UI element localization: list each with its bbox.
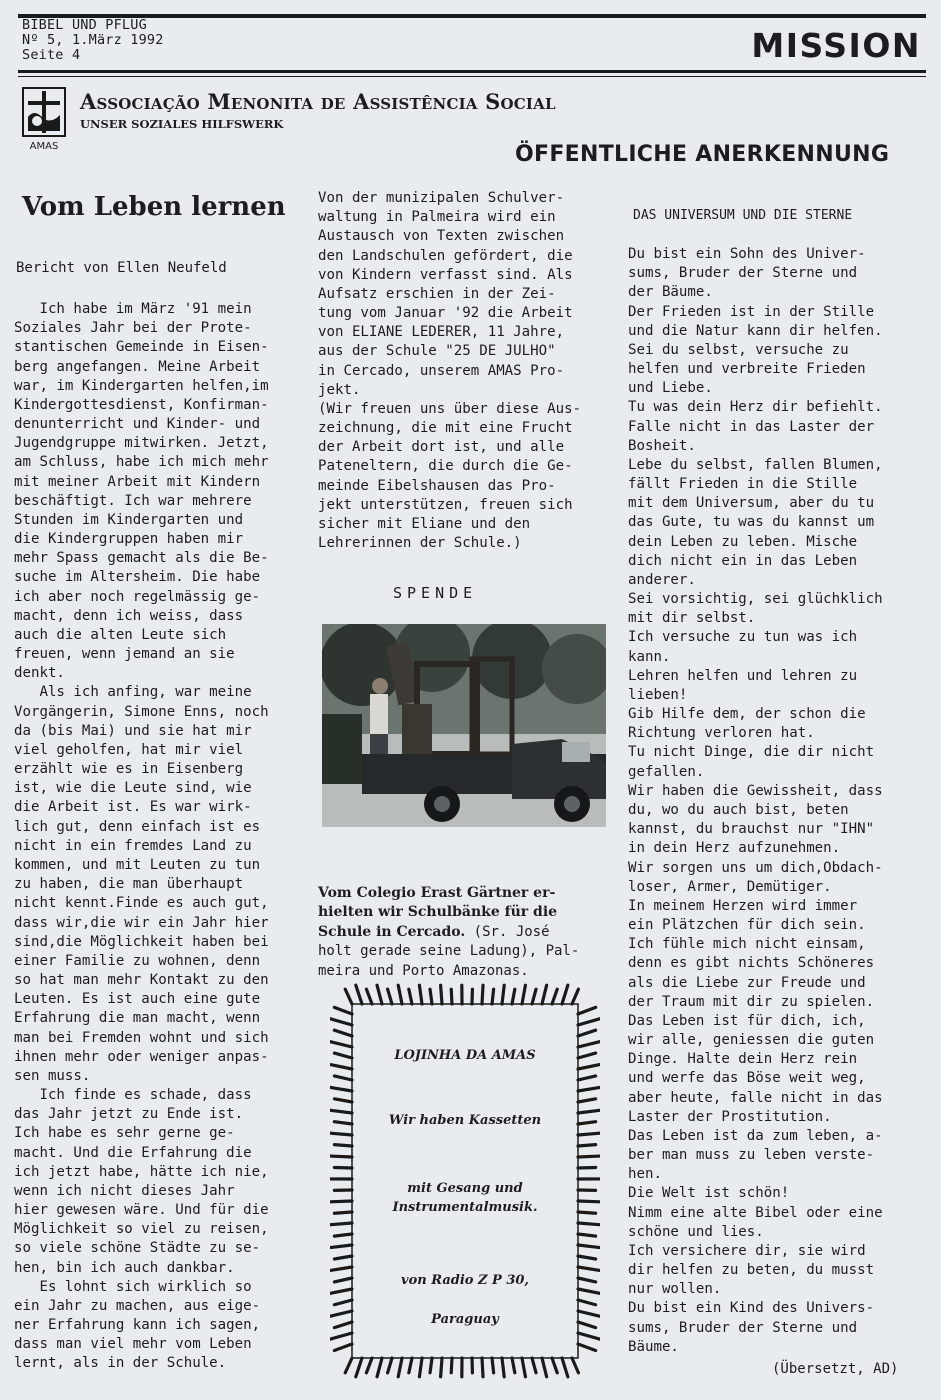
text-line: hen, bin ich auch dankbar. <box>14 1259 235 1276</box>
text-line: der Bäume. <box>628 284 713 301</box>
text-line: suche im Altersheim. Die habe <box>14 569 261 586</box>
frame-ray <box>441 1358 442 1377</box>
text-line: Es lohnt sich wirklich so <box>14 1278 252 1295</box>
masthead-rule <box>18 70 926 73</box>
photo-caption <box>318 884 618 981</box>
text-line: dass man viel mehr vom Leben <box>14 1336 252 1353</box>
text-line: helfen und verbreite Frieden <box>628 361 866 378</box>
caption-line <box>318 923 618 942</box>
text-line: hen. <box>628 1166 662 1183</box>
text-line: freuen, wenn jemand an sie <box>14 646 235 663</box>
text-line: Als ich anfing, war meine <box>14 684 252 701</box>
frame-ray <box>330 1042 352 1047</box>
frame-ray <box>366 989 372 1004</box>
text-line: Lebe du selbst, fallen Blumen, <box>628 456 883 473</box>
text-line: man bei Fremden wohnt und sich <box>14 1029 269 1046</box>
text-line: lieben! <box>628 686 688 703</box>
frame-ray <box>334 1030 352 1036</box>
frame-ray <box>430 1358 432 1373</box>
frame-ray <box>578 1344 596 1351</box>
frame-ray <box>430 989 432 1004</box>
frame-ray <box>562 985 568 1004</box>
text-line: Dinge. Halte dein Herz rein <box>628 1051 858 1068</box>
frame-ray <box>330 1245 352 1248</box>
text-line: mehr Spass gemacht als die Be- <box>14 550 269 567</box>
text-line: Gib Hilfe dem, der schon die <box>628 706 866 723</box>
ad-line-1: Wir haben Kassetten <box>388 1113 542 1128</box>
text-line: zeichnung, die mit eine Frucht <box>318 420 573 437</box>
frame-ray <box>334 1256 352 1259</box>
text-line: zu haben, die man überhaupt <box>14 876 244 893</box>
text-line: Bäume. <box>628 1338 679 1355</box>
text-line: Möglichkeit so viel zu reisen, <box>14 1221 269 1238</box>
logo-text: AMAS <box>29 141 59 152</box>
text-line: tung vom Januar '92 die Arbeit <box>318 305 573 322</box>
text-line: und Liebe. <box>628 380 713 397</box>
text-line: ein Plätzchen für dich sein. <box>628 917 866 934</box>
article-column-2 <box>318 189 614 553</box>
frame-ray <box>578 1076 596 1080</box>
text-line: ein Jahr zu machen, aus eige- <box>14 1297 261 1314</box>
text-line: das Jahr jetzt zu Ende ist. <box>14 1106 244 1123</box>
text-line: denunterricht und Kinder- und <box>14 416 261 433</box>
frame-ray <box>532 1358 536 1373</box>
caption-line: meira und Porto Amazonas. <box>318 962 529 979</box>
text-line: denn es gibt nichts Schöneres <box>628 955 875 972</box>
frame-ray <box>512 989 515 1004</box>
text-line: kommen, und mit Leuten zu tun <box>14 856 261 873</box>
ad-line-3: Instrumentalmusik. <box>392 1200 538 1215</box>
frame-ray <box>552 989 557 1004</box>
frame-ray <box>330 1333 352 1339</box>
text-line: macht, denn ich weiss, dass <box>14 607 244 624</box>
text-line: anderer. <box>628 571 696 588</box>
frame-ray <box>334 1167 352 1168</box>
text-line: wir alle, geniessen die guten <box>628 1032 875 1049</box>
caption-bold-text: hielten wir Schulbänke für die <box>318 904 558 921</box>
text-line: Ich versuche zu tun was ich <box>628 629 858 646</box>
article-column-1 <box>14 300 304 1374</box>
masthead-rule-2 <box>18 76 926 77</box>
frame-ray <box>482 1358 483 1377</box>
text-line: Ich finde es schade, dass <box>14 1087 252 1104</box>
frame-ray <box>330 1223 352 1225</box>
text-line: Sei vorsichtig, sei glüchklich <box>628 591 883 608</box>
text-line: Bosheit. <box>628 437 696 454</box>
caption-bold-text: Vom Colegio Erast Gärtner er- <box>318 885 556 901</box>
text-line: jekt. <box>318 381 361 398</box>
text-line: Ich habe es sehr gerne ge- <box>14 1125 235 1142</box>
organization-subtitle: UNSER SOZIALES HILFSWERK <box>80 117 284 131</box>
text-line: Erfahrung die man macht, wenn <box>14 1010 261 1027</box>
frame-ray <box>552 1358 557 1373</box>
frame-ray <box>502 985 504 1004</box>
frame-ray <box>578 1145 596 1146</box>
caption-bold-text: Schule in Cercado. <box>318 923 466 940</box>
truck-photo <box>322 624 606 827</box>
text-line: hier gewesen wäre. Und für die <box>14 1202 269 1219</box>
page-number: Seite 4 <box>22 47 81 63</box>
frame-ray <box>330 1156 352 1157</box>
text-line: ihnen mehr oder weniger anpas- <box>14 1048 269 1065</box>
text-line: auch die alten Leute sich <box>14 626 227 643</box>
text-line: kannst, du brauchst nur "IHN" <box>628 821 875 838</box>
text-line: macht. Und die Erfahrung die <box>14 1144 252 1161</box>
text-line: als die Liebe zur Freude und <box>628 974 866 991</box>
poem-heading: DAS UNIVERSUM UND DIE STERNE <box>633 208 853 223</box>
frame-ray <box>330 1087 352 1091</box>
frame-ray <box>409 1358 412 1373</box>
frame-ray <box>578 1267 600 1270</box>
text-line: und werfe das Böse weit weg, <box>628 1070 866 1087</box>
frame-ray <box>482 985 483 1004</box>
frame-ray <box>578 1234 596 1236</box>
text-line: von ELIANE LEDERER, 11 Jahre, <box>318 324 565 341</box>
publication-name: BIBEL UND PFLUG <box>22 17 147 33</box>
frame-ray <box>532 989 536 1004</box>
text-line: Nimm eine alte Bibel oder eine <box>628 1204 883 1221</box>
ad-line-5: Paraguay <box>431 1312 499 1327</box>
ad-line-4: von Radio Z P 30, <box>401 1273 529 1288</box>
text-line: schöne und lies. <box>628 1223 764 1240</box>
caption-line <box>318 884 618 903</box>
text-line: Wir haben die Gewissheit, dass <box>628 782 883 799</box>
frame-ray <box>492 989 494 1004</box>
text-line: den Landschulen gefördert, die <box>318 247 573 264</box>
amas-logo <box>22 87 66 153</box>
frame-ray <box>330 1289 352 1293</box>
text-line: ich aber noch regelmässig ge- <box>14 588 261 605</box>
frame-ray <box>572 1358 578 1373</box>
text-line: du, wo du auch bist, beten <box>628 801 849 818</box>
frame-ray <box>330 1065 352 1069</box>
masthead <box>22 18 164 63</box>
frame-ray <box>578 1042 600 1047</box>
text-line: ber man muss zu leben verste- <box>628 1147 875 1164</box>
text-line: jekt unterstützen, freuen sich <box>318 496 573 513</box>
frame-ray <box>334 1099 352 1102</box>
text-line: Aufsatz erschien in der Zei- <box>318 285 556 302</box>
text-line: Du bist ein Kind des Univers- <box>628 1300 875 1317</box>
issue-info: Nº 5, 1.März 1992 <box>22 32 164 48</box>
text-line: da (bis Mai) und sie hat mir <box>14 722 252 739</box>
frame-ray <box>578 1333 600 1339</box>
text-line: Austausch von Texten zwischen <box>318 228 565 245</box>
text-line: dass wir,die wir ein Jahr hier <box>14 914 269 931</box>
text-line: wenn ich nicht dieses Jahr <box>14 1182 235 1199</box>
frame-ray <box>334 1076 352 1080</box>
headline-right: ÖFFENTLICHE ANERKENNUNG <box>515 142 890 167</box>
text-line: Jugendgruppe mitwirken. Jetzt, <box>14 435 269 452</box>
article-title: Vom Leben lernen <box>22 192 286 222</box>
frame-ray <box>409 989 412 1004</box>
frame-ray <box>356 1358 362 1377</box>
frame-ray <box>334 1145 352 1146</box>
text-line: nicht kennt.Finde es auch gut, <box>14 895 269 912</box>
text-line: Lehren helfen und lehren zu <box>628 667 858 684</box>
frame-ray <box>578 1156 600 1157</box>
text-line: gefallen. <box>628 763 705 780</box>
text-line: mit meiner Arbeit mit Kindern <box>14 473 261 490</box>
frame-ray <box>542 985 547 1004</box>
text-line: Ich fühle mich nicht einsam, <box>628 936 866 953</box>
text-line: Tu nicht Dinge, die dir nicht <box>628 744 875 761</box>
text-line: die Arbeit ist. Es war wirk- <box>14 799 252 816</box>
frame-ray <box>388 1358 392 1373</box>
text-line: in Cercado, unserem AMAS Pro- <box>318 362 565 379</box>
text-line: Laster der Prostitution. <box>628 1108 832 1125</box>
text-line: Pateneltern, die durch die Ge- <box>318 458 573 475</box>
text-line: dir helfen zu beten, du musst <box>628 1262 875 1279</box>
text-line: Die Welt ist schön! <box>628 1185 790 1202</box>
text-line: Vorgängerin, Simone Enns, noch <box>14 703 269 720</box>
text-line: nur wollen. <box>628 1281 722 1298</box>
text-line: viel geholfen, hat mir viel <box>14 741 244 758</box>
ad-title: LOJINHA DA AMAS <box>394 1048 536 1063</box>
frame-ray <box>578 1065 600 1069</box>
frame-ray <box>578 1007 596 1014</box>
organization-name: Associação Menonita de Assistência Social <box>80 89 556 114</box>
frame-ray <box>542 1358 547 1377</box>
text-line: berg angefangen. Meine Arbeit <box>14 358 261 375</box>
text-line: Ich versichere dir, sie wird <box>628 1242 866 1259</box>
frame-ray <box>578 1087 600 1091</box>
text-line: von Kindern verfasst sind. Als <box>318 266 573 283</box>
text-line: mit dem Universum, aber du tu <box>628 495 875 512</box>
frame-ray <box>578 1245 600 1248</box>
text-line: waltung in Palmeira wird ein <box>318 209 556 226</box>
text-line: Wir sorgen uns um dich,Obdach- <box>628 859 883 876</box>
frame-ray <box>578 1019 600 1025</box>
text-line: Du bist ein Sohn des Univer- <box>628 246 866 262</box>
text-line: In meinem Herzen wird immer <box>628 897 858 914</box>
text-line: Richtung verloren hat. <box>628 725 815 742</box>
text-line: aus der Schule "25 DE JULHO" <box>318 343 556 360</box>
text-line: Leuten. Es ist auch eine gute <box>14 991 261 1008</box>
text-line: einer Familie zu wohnen, denn <box>14 952 261 969</box>
frame-ray <box>398 1358 402 1377</box>
text-line: Sei du selbst, versuche zu <box>628 341 849 358</box>
frame-ray <box>578 1167 596 1168</box>
frame-ray <box>345 989 352 1004</box>
text-line: am Schluss, habe ich mich mehr <box>14 454 269 471</box>
text-line: ich jetzt habe, hätte ich nie, <box>14 1163 269 1180</box>
text-line: beschäftigt. Ich war mehrere <box>14 492 252 509</box>
frame-ray <box>334 1344 352 1351</box>
frame-ray <box>330 1019 352 1025</box>
text-line: denkt. <box>14 665 65 682</box>
frame-ray <box>502 1358 504 1377</box>
text-line: sums, Bruder der Sterne und <box>628 265 858 282</box>
text-line: (Wir freuen uns über diese Aus- <box>318 400 582 417</box>
text-line: erzählt wie es in Eisenberg <box>14 761 244 778</box>
text-line: Kindergottesdienst, Konfirman- <box>14 396 269 413</box>
text-line: in dein Herz aufzunehmen. <box>628 840 841 857</box>
frame-ray <box>578 1256 596 1259</box>
text-line: lernt, als in der Schule. <box>14 1355 227 1372</box>
frame-ray <box>572 989 578 1004</box>
text-line: Lehrerinnen der Schule.) <box>318 535 522 552</box>
frame-ray <box>578 1300 596 1305</box>
frame-ray <box>366 1358 372 1373</box>
caption-line: holt gerade seine Ladung), Pal- <box>318 943 580 960</box>
text-line: so viele schöne Städte zu se- <box>14 1240 261 1257</box>
text-line: die Kindergruppen haben mir <box>14 531 244 548</box>
text-line: der Traum mit dir zu spielen. <box>628 993 875 1010</box>
text-line: sicher mit Eliane und den <box>318 515 531 532</box>
text-line: dein Leben zu leben. Mische <box>628 533 858 550</box>
text-line: Ich habe im März '91 mein <box>14 301 252 317</box>
frame-ray <box>578 1099 596 1102</box>
section-title: MISSION <box>751 26 921 65</box>
text-line: und die Natur kann dir helfen. <box>628 322 883 339</box>
frame-ray <box>330 1133 352 1135</box>
text-line: Falle nicht in das Laster der <box>628 418 875 435</box>
frame-ray <box>451 989 452 1004</box>
text-line: Das Leben ist da zum leben, a- <box>628 1127 883 1144</box>
text-line: das Gute, tu was du kannst um <box>628 514 875 531</box>
frame-ray <box>334 1007 352 1014</box>
frame-ray <box>398 985 402 1004</box>
poem-column <box>628 245 920 1357</box>
frame-ray <box>578 1289 600 1293</box>
text-line: ist, wie die Leute sind, wie <box>14 780 252 797</box>
text-line: Stunden im Kindergarten und <box>14 511 244 528</box>
text-line: dich nicht ein in das Leben <box>628 552 858 569</box>
frame-ray <box>334 1234 352 1236</box>
text-line: kann. <box>628 648 671 665</box>
frame-ray <box>522 985 525 1004</box>
text-line: fällt Frieden in die Stille <box>628 476 858 493</box>
text-line: nicht in ein fremdes Land zu <box>14 837 252 854</box>
text-line: Soziales Jahr bei der Prote- <box>14 320 252 337</box>
text-line: war, im Kindergarten helfen,im <box>14 377 269 394</box>
frame-ray <box>578 1030 596 1036</box>
text-line: stantischen Gemeinde in Eisen- <box>14 339 269 356</box>
byline: Bericht von Ellen Neufeld <box>16 260 227 276</box>
frame-ray <box>356 985 362 1004</box>
text-line: sen muss. <box>14 1067 91 1084</box>
text-line: lich gut, denn einfach ist es <box>14 818 261 835</box>
frame-ray <box>334 1300 352 1305</box>
text-line: sums, Bruder der Sterne und <box>628 1319 858 1336</box>
text-line: aber heute, falle nicht in das <box>628 1089 883 1106</box>
frame-ray <box>512 1358 515 1373</box>
frame-ray <box>578 1223 600 1225</box>
frame-ray <box>562 1358 568 1377</box>
frame-ray <box>330 1267 352 1270</box>
frame-ray <box>419 985 422 1004</box>
frame-ray <box>419 1358 422 1377</box>
frame-ray <box>522 1358 525 1377</box>
frame-ray <box>451 1358 452 1373</box>
translation-credit: (Übersetzt, AD) <box>772 1361 899 1377</box>
text-line: sind,die Möglichkeit haben bei <box>14 933 269 950</box>
frame-ray <box>492 1358 494 1373</box>
text-line: Von der munizipalen Schulver- <box>318 190 565 206</box>
frame-ray <box>441 985 442 1004</box>
text-line: ner Erfahrung kann ich sagen, <box>14 1317 261 1334</box>
ad-line-2: mit Gesang und <box>407 1181 523 1196</box>
text-line: Der Frieden ist in der Stille <box>628 303 875 320</box>
text-line: loser, Armer, Demütiger. <box>628 878 832 895</box>
text-line: so hat man mehr Kontakt zu den <box>14 972 269 989</box>
text-line: meinde Eibelshausen das Pro- <box>318 477 556 494</box>
frame-ray <box>377 985 382 1004</box>
text-line: Tu was dein Herz dir befiehlt. <box>628 399 883 416</box>
text-line: mit dir selbst. <box>628 610 756 627</box>
caption-line <box>318 903 618 922</box>
frame-ray <box>578 1133 600 1135</box>
spende-heading: SPENDE <box>393 584 478 602</box>
frame-ray <box>345 1358 352 1373</box>
text-line: der Arbeit dort ist, und alle <box>318 439 565 456</box>
frame-ray <box>377 1358 382 1377</box>
frame-ray <box>388 989 392 1004</box>
text-line: Das Leben ist für dich, ich, <box>628 1012 866 1029</box>
caption-normal-text: (Sr. José <box>465 923 550 940</box>
